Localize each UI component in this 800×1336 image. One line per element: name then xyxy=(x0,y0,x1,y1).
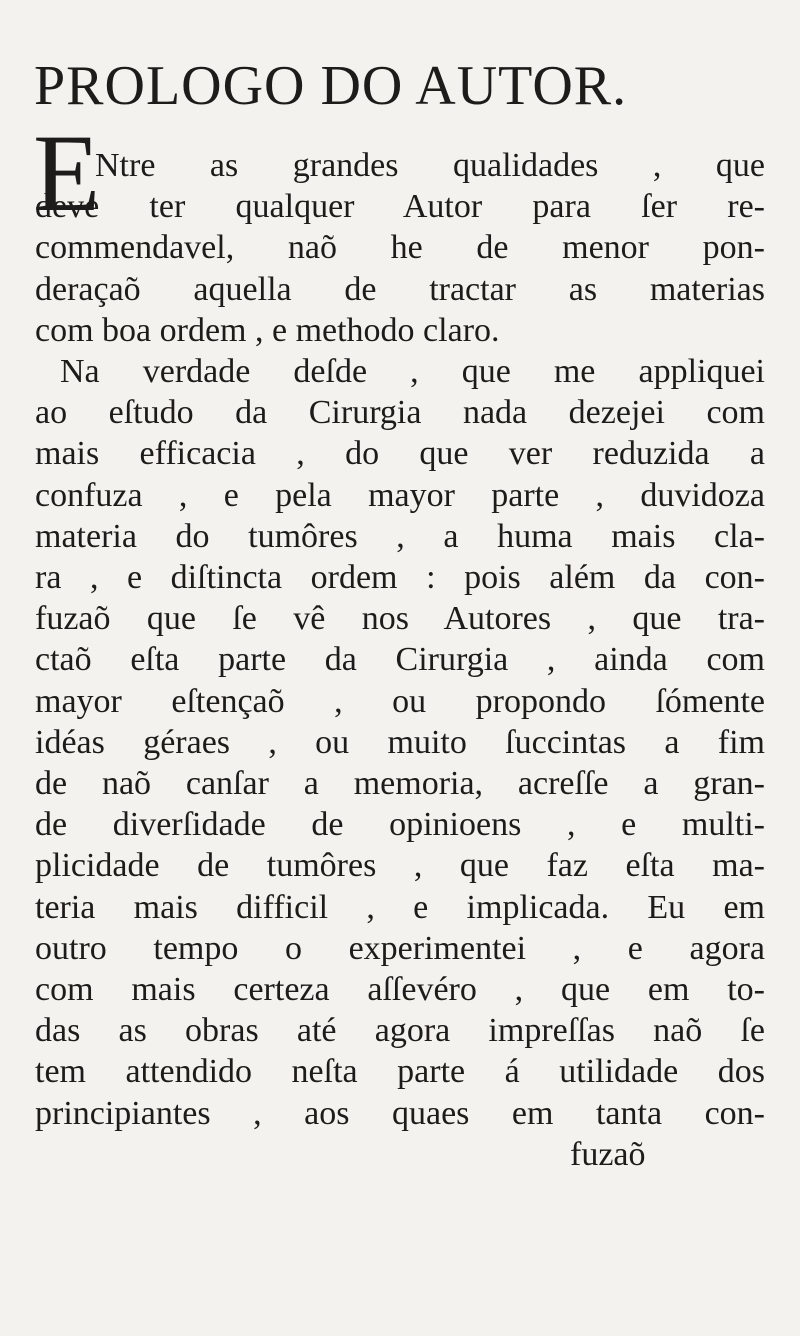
text-line: das as obras até agora impreſſas naõ ſe xyxy=(35,1012,765,1050)
text-line: com boa ordem , e methodo claro. xyxy=(35,311,500,349)
text-line: materia do tumôres , a huma mais cla- xyxy=(35,517,765,555)
text-line: Ntre as grandes qualidades , que xyxy=(95,147,765,184)
text-line: mayor eſtençaõ , ou propondo ſómente xyxy=(35,682,765,720)
text-line: confuza , e pela mayor parte , duvidoza xyxy=(35,476,765,514)
text-line: teria mais difficil , e implicada. Eu em xyxy=(35,888,765,926)
text-line: deve ter qualquer Autor para ſer re- xyxy=(35,188,765,226)
text-line: Na verdade deſde , que me appliquei xyxy=(60,353,765,390)
text-line: ra , e diſtincta ordem : pois além da con- xyxy=(35,559,765,596)
text-line: commendavel, naõ he de menor pon- xyxy=(35,229,765,267)
text-line: plicidade de tumôres , que faz eſta ma- xyxy=(35,847,765,885)
text-line: principiantes , aos quaes em tanta con- xyxy=(35,1094,765,1132)
text-line: deraçaõ aquella de tractar as materias xyxy=(35,270,765,308)
text-line: fuzaõ que ſe vê nos Autores , que tra- xyxy=(35,600,765,638)
text-line: com mais certeza aſſevéro , que em to- xyxy=(35,971,765,1008)
catchword: fuzaõ xyxy=(570,1135,646,1173)
text-line: outro tempo o experimentei , e agora xyxy=(35,929,765,967)
text-line: de diverſidade de opinioens , e multi- xyxy=(35,806,765,844)
text-line: de naõ canſar a memoria, acreſſe a gran- xyxy=(35,765,765,802)
text-line: tem attendido neſta parte á utilidade dos xyxy=(35,1053,765,1091)
drop-cap: E xyxy=(33,112,101,234)
text-line: ctaõ eſta parte da Cirurgia , ainda com xyxy=(35,641,765,679)
text-line: idéas géraes , ou muito ſuccintas a fim xyxy=(35,723,765,761)
text-line: ao eſtudo da Cirurgia nada dezejei com xyxy=(35,394,765,432)
page-title: PROLOGO DO AUTOR. xyxy=(34,55,628,117)
text-line: mais efficacia , do que ver reduzida a xyxy=(35,435,765,473)
